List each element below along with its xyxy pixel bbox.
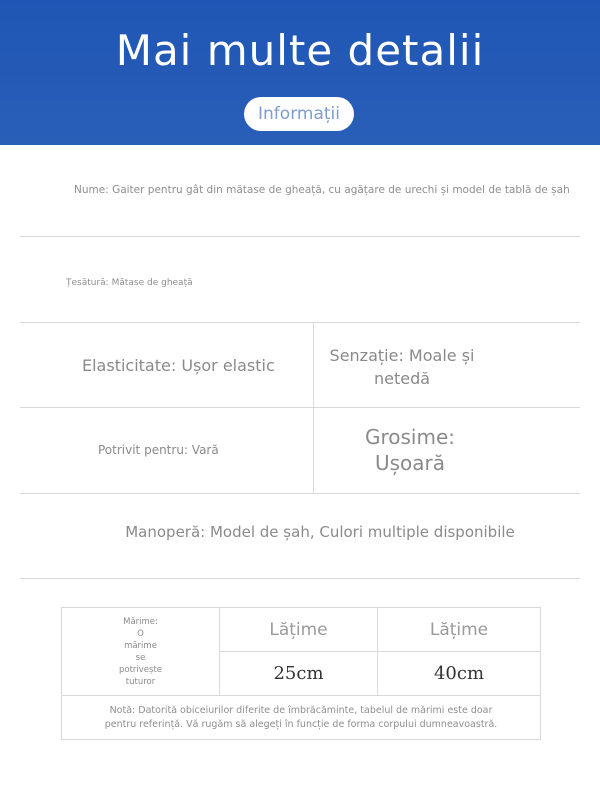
fabric-text: Țesătură: Mătase de gheață (66, 278, 193, 288)
elasticity-text: Elasticitate: Ușor elastic (82, 356, 275, 375)
size-note (62, 696, 541, 740)
width-value-1: 25cm (220, 652, 378, 696)
product-name: Nume: Gaiter pentru gât din mătase de gheață, cu agățare de urechi și model de tablă de șah (74, 184, 570, 196)
divider (20, 322, 580, 323)
feel-line-1: Senzație: Moale și (329, 346, 475, 365)
divider (20, 236, 580, 237)
size-note-line-2: pentru referință. Vă rugăm să alegeți în funcție de forma corpului dumneavoastră. (104, 718, 498, 730)
feel-text (322, 344, 482, 390)
divider (20, 578, 580, 579)
feel-line-2: netedă (373, 369, 431, 388)
thickness-text (350, 424, 470, 476)
divider (20, 407, 580, 408)
size-label: Mărime: O mărime se potrivește tuturor (118, 616, 163, 687)
size-table (61, 607, 541, 740)
width-header-2: Lățime (378, 608, 541, 652)
width-value-2: 40cm (378, 652, 541, 696)
divider (20, 493, 580, 494)
craft-text: Manoperă: Model de șah, Culori multiple disponibile (125, 523, 515, 541)
info-badge (244, 97, 354, 131)
suitable-text: Potrivit pentru: Vară (98, 443, 219, 457)
width-header-1: Lățime (220, 608, 378, 652)
info-badge-label: Informații (258, 104, 340, 124)
thickness-line-2: Ușoară (374, 451, 446, 475)
page-title: Mai multe detalii (115, 26, 485, 75)
thickness-line-1: Grosime: (364, 425, 456, 449)
size-note-line-1: Notă: Datorită obiceiurilor diferite de îmbrăcăminte, tabelul de mărimi este doar (109, 704, 493, 716)
size-label-cell (62, 608, 220, 696)
